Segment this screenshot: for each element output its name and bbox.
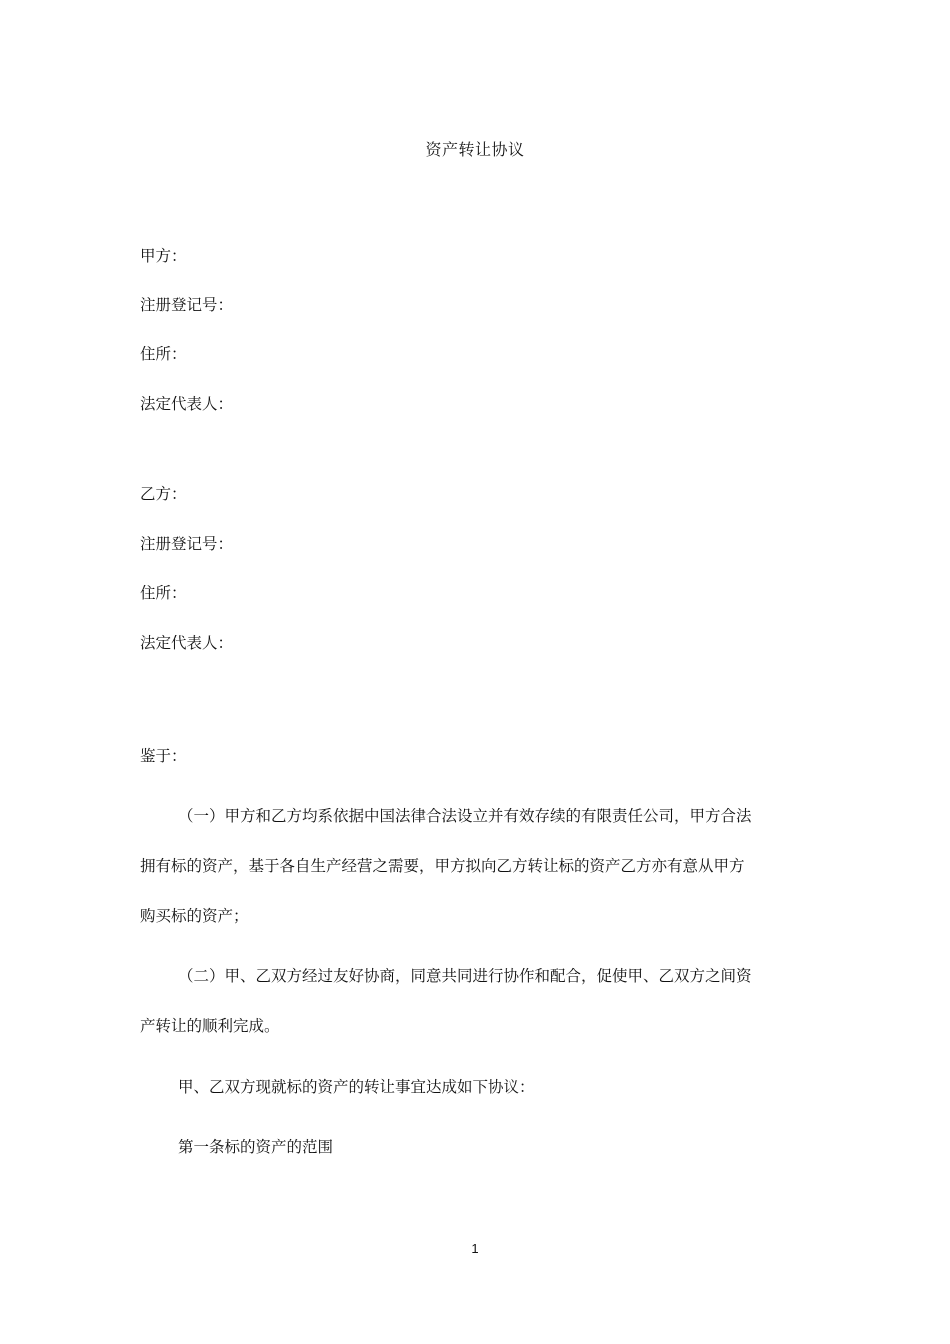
party-b-legal-rep: 法定代表人： xyxy=(140,634,234,652)
party-a-legal-rep: 法定代表人： xyxy=(140,395,234,413)
article1-heading: 第一条标的资产的范围 xyxy=(178,1138,334,1156)
agreement-intro: 甲、乙双方现就标的资产的转让事宜达成如下协议： xyxy=(178,1078,535,1096)
document-title: 资产转让协议 xyxy=(425,140,525,159)
clause1-line2: 拥有标的资产，基于各自生产经营之需要，甲方拟向乙方转让标的资产乙方亦有意从甲方 xyxy=(140,857,745,875)
party-b-label: 乙方： xyxy=(140,485,187,503)
clause2-line2: 产转让的顺利完成。 xyxy=(140,1017,280,1035)
clause2-line1: （二）甲、乙双方经过友好协商，同意共同进行协作和配合，促使甲、乙双方之间资 xyxy=(178,967,752,985)
clause1-line1: （一）甲方和乙方均系依据中国法律合法设立并有效存续的有限责任公司，甲方合法 xyxy=(178,807,752,825)
party-b-reg-no: 注册登记号： xyxy=(140,535,234,553)
whereas-heading: 鉴于： xyxy=(140,747,187,765)
party-a-reg-no: 注册登记号： xyxy=(140,296,234,314)
page-number: 1 xyxy=(471,1241,479,1256)
party-a-address: 住所： xyxy=(140,345,187,363)
clause1-line3: 购买标的资产； xyxy=(140,907,249,925)
party-b-address: 住所： xyxy=(140,584,187,602)
party-a-label: 甲方： xyxy=(140,247,187,265)
